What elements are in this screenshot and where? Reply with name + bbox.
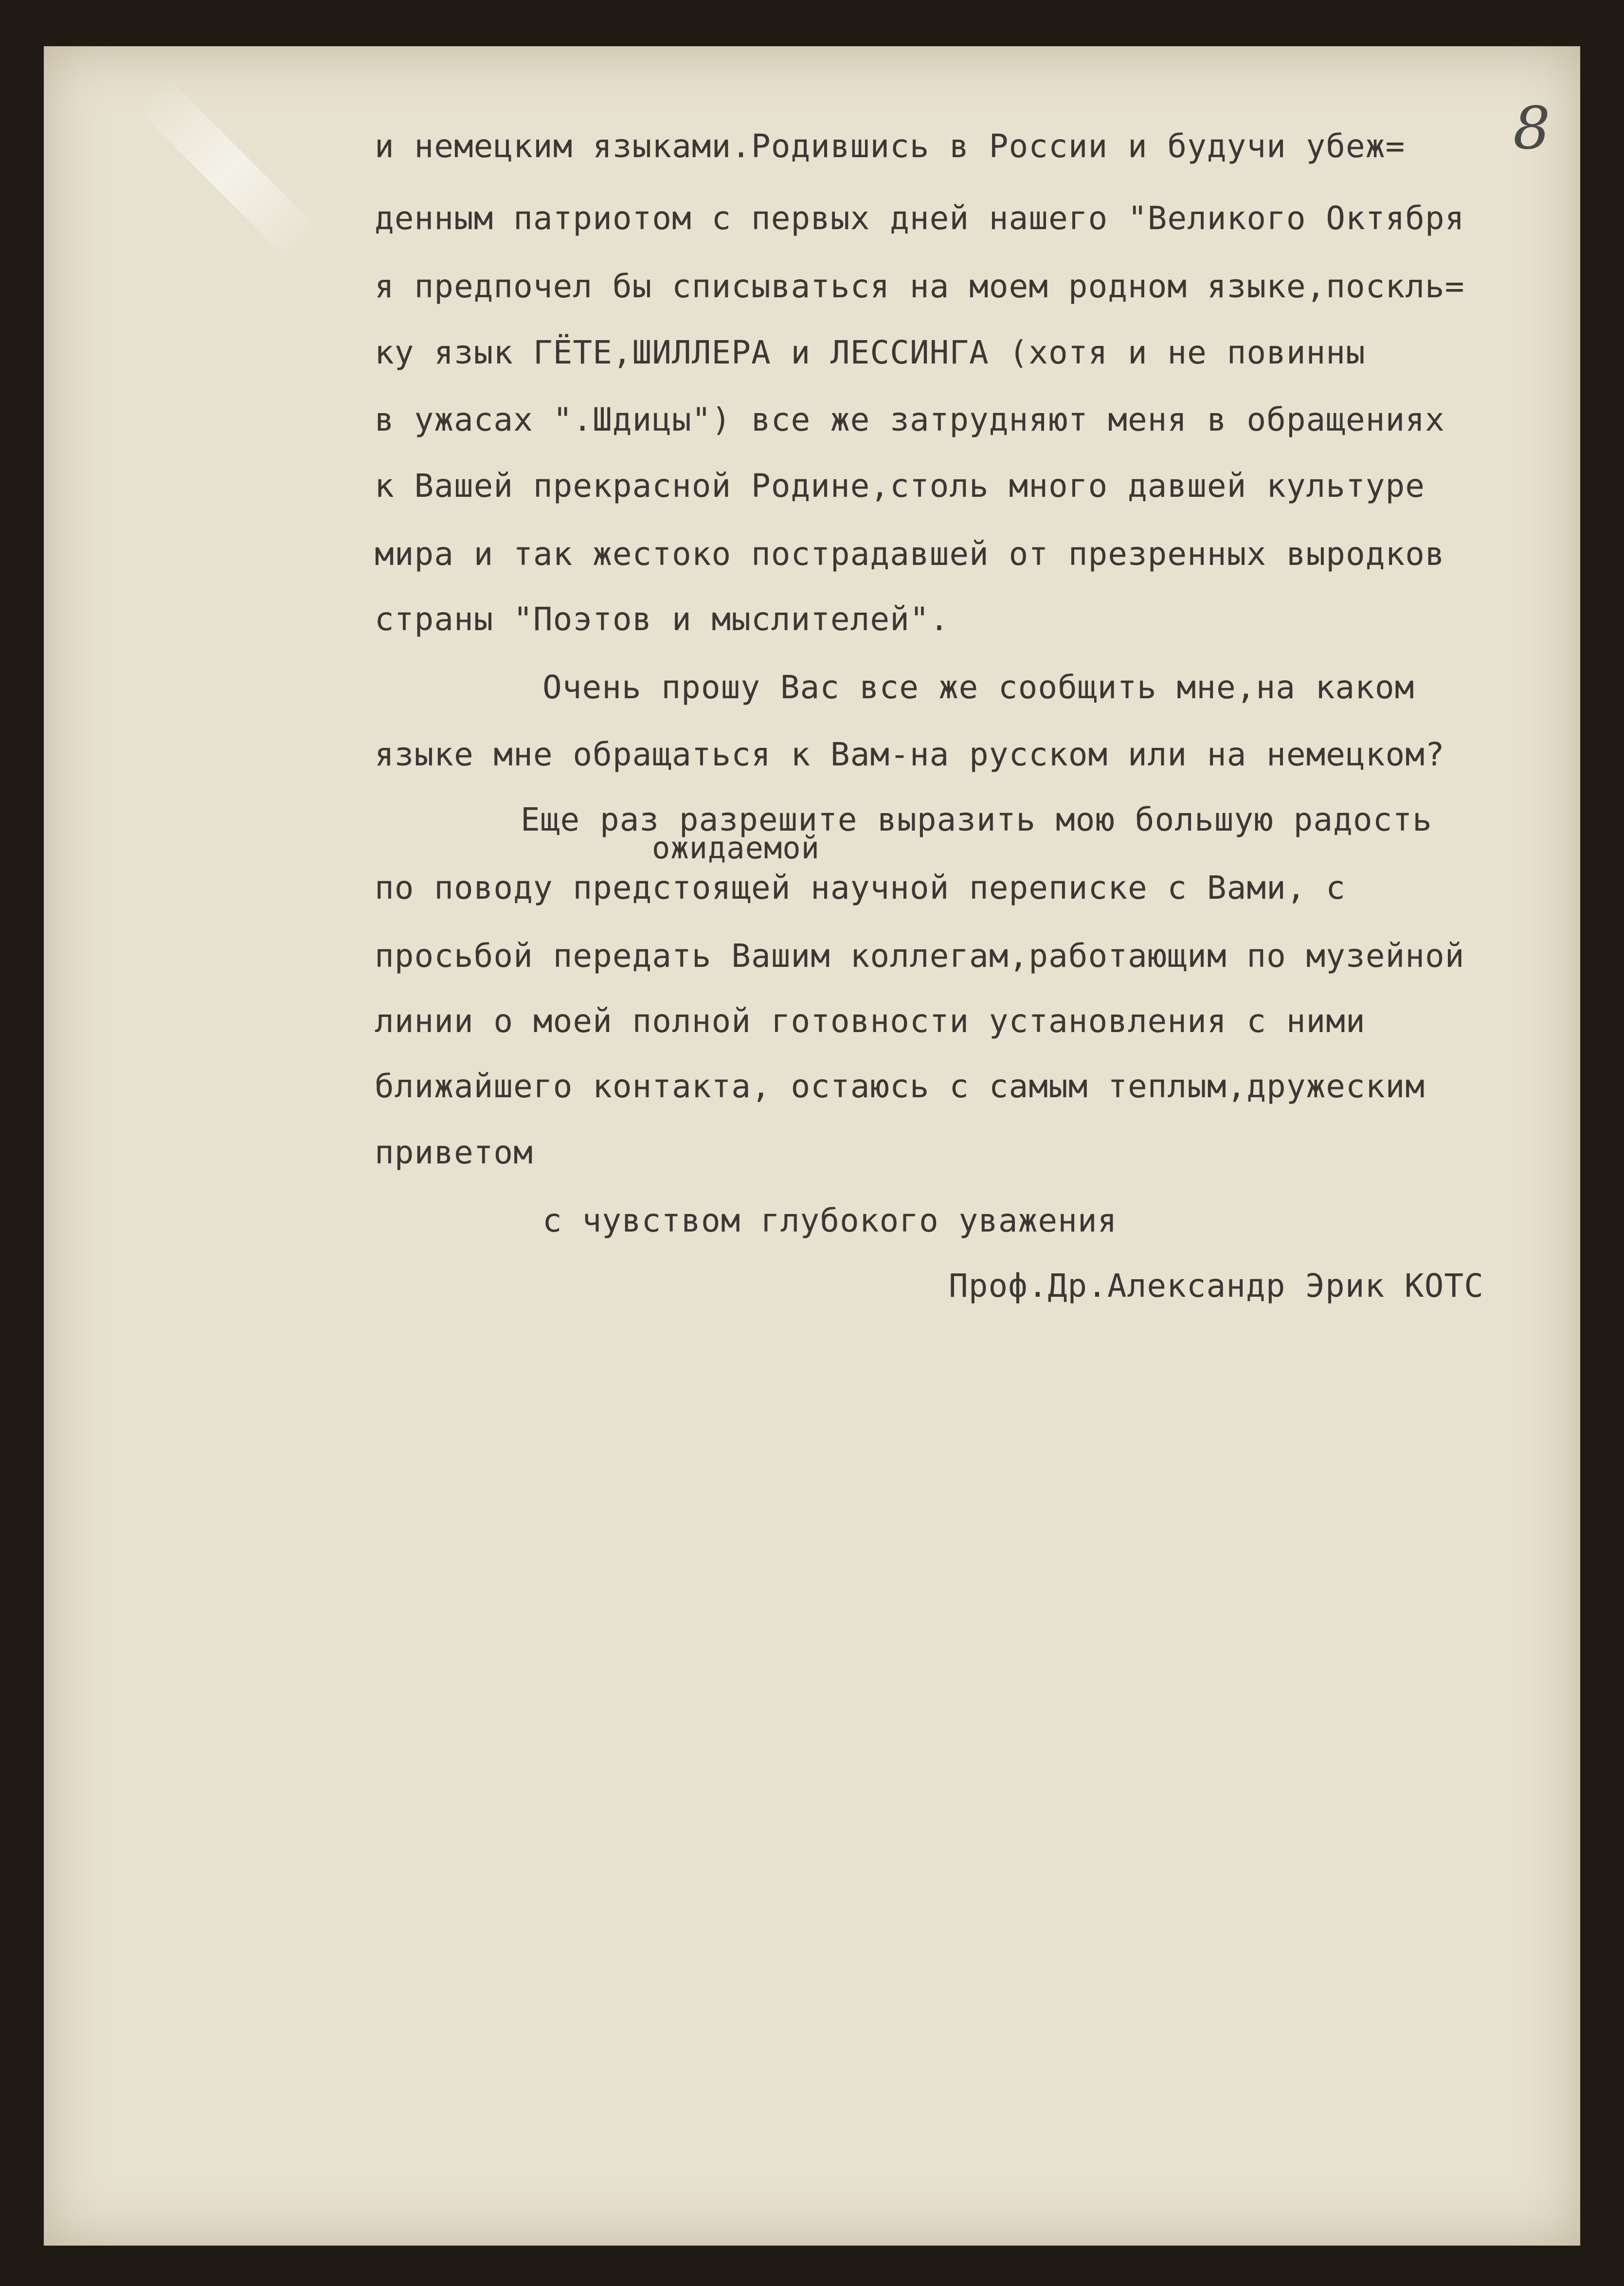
text-line: приветом (375, 1134, 533, 1171)
signature-line: Проф.Др.Александр Эрик КОТС (949, 1267, 1484, 1305)
handwritten-page-number: 8 (1513, 95, 1551, 163)
interlinear-insertion: ожидаемой (652, 830, 820, 866)
text-line: в ужасах ".Шдицы") все же затрудняют меня в обращениях (375, 401, 1445, 438)
text-line: денным патриотом с первых дней нашего "Великого Октября (375, 200, 1465, 237)
text-line: просьбой передать Вашим коллегам,работающим по музейной (375, 937, 1465, 975)
document-page (44, 46, 1580, 2246)
text-line: мира и так жестоко пострадавшей от презренных выродков (375, 535, 1445, 573)
text-line: по поводу предстоящей научной переписке с Вами, с (375, 869, 1346, 907)
text-line: и немецким языками.Родившись в России и будучи убеж= (375, 127, 1406, 165)
text-line: ближайшего контакта, остаюсь с самым теплым,дружеским (375, 1068, 1425, 1105)
closing-phrase: с чувством глубокого уважения (542, 1202, 1118, 1239)
text-line: страны "Поэтов и мыслителей". (375, 600, 950, 638)
paragraph-first-line: Еще раз разрешите выразить мою большую радость (521, 801, 1432, 838)
text-line: к Вашей прекрасной Родине,столь много давшей культуре (375, 467, 1425, 505)
text-line: ку язык ГЁТЕ,ШИЛЛЕРА и ЛЕССИНГА (хотя и не повинны (375, 334, 1366, 371)
text-line: языке мне обращаться к Вам-на русском или на немецком? (375, 736, 1445, 773)
text-line: линии о моей полной готовности установления с ними (375, 1002, 1366, 1040)
text-line: я предпочел бы списываться на моем родном языке,поскль= (375, 268, 1465, 305)
paragraph-first-line: Очень прошу Вас все же сообщить мне,на каком (542, 669, 1415, 706)
paper-fold (134, 75, 324, 265)
